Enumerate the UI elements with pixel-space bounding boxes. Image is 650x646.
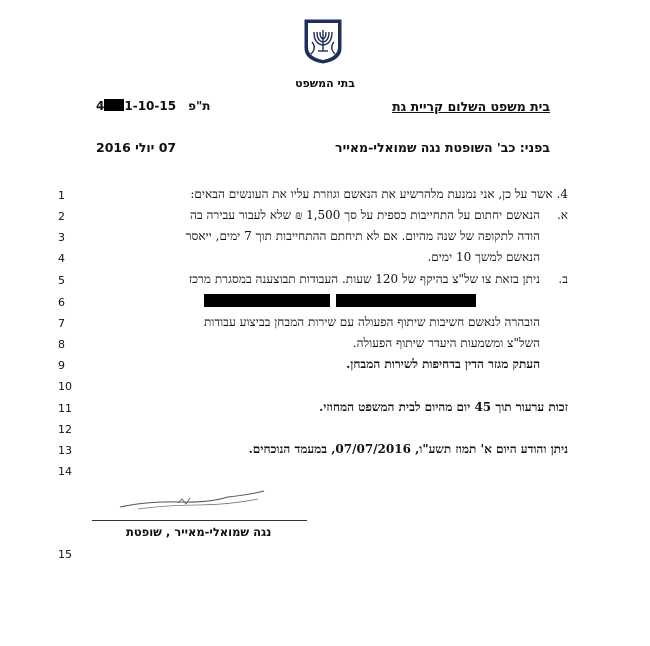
courts-heading: בתי המשפט (295, 77, 355, 90)
clause-a-line: הודה לתקופה של שנה מהיום. אם לא תיחתם ההתחייבות תוך 7 ימים, ייאסר (185, 229, 540, 243)
line-number: 3 (58, 231, 65, 244)
clause-b-line: ניתן בזאת צו של"צ בהיקף של 120 שעות. העבודות תבוצענה במסגרת מרכז (188, 272, 540, 286)
redaction-bar (204, 294, 330, 307)
clause-a-line: הנאשם יחתום על התחייבות כספית על סך 1,500 ₪ שלא לעבור עבירה בה (190, 208, 540, 222)
clause-b-line: הובהרה לנאשם חשיבות שיתוף הפעולה עם שירות המבחן בביצוע עבודות (203, 315, 540, 329)
line-number: 5 (58, 274, 65, 287)
line-number: 13 (58, 444, 72, 457)
line-number: 2 (58, 210, 65, 223)
state-emblem-icon (303, 18, 343, 64)
judge-signature-name: נגה שמואלי-מאייר , שופטת (126, 525, 272, 539)
line-number: 10 (58, 380, 72, 393)
given-notice: ניתן והודע היום א' תמוז תשע"ו, 07/07/2016, במעמד הנוכחים. (248, 442, 568, 456)
case-number-start: 4 (96, 99, 105, 113)
clause-b-line: השל"צ ומשמעות היעדר שיתוף הפעולה. (352, 336, 540, 350)
line-number: 4 (58, 252, 65, 265)
case-prefix: ת"פ (188, 99, 211, 113)
line-number: 7 (58, 317, 65, 330)
judge-line: בפני: כב' השופטת נגה שמואלי-מאייר (335, 140, 550, 155)
clause-a-line: הנאשם למשך 10 ימים. (427, 250, 540, 264)
line-number: 6 (58, 296, 65, 309)
copy-instruction: העתק מגזר הדין בדחיפות לשירות המבחן. (346, 357, 540, 371)
paragraph-4-line: 4. אשר על כן, אני נמנעת מלהרשיע את הנאשם וגוזרת עליו את העונשים הבאים: (190, 187, 568, 201)
clause-a-marker: א. (556, 208, 568, 222)
signature-scribble-icon (118, 487, 268, 513)
clause-b-marker: ב. (558, 272, 568, 286)
redaction-bar (336, 294, 476, 307)
case-redaction (104, 99, 124, 111)
line-number: 8 (58, 338, 65, 351)
line-number: 9 (58, 359, 65, 372)
appeal-right: זכות ערעור תוך 45 יום מהיום לבית המשפט המחוזי. (319, 400, 568, 414)
line-number: 14 (58, 465, 72, 478)
hearing-date: 07 יולי 2016 (96, 140, 177, 155)
line-number: 1 (58, 189, 65, 202)
court-name: בית משפט השלום קריית גת (392, 99, 550, 114)
line-number: 12 (58, 423, 72, 436)
line-number: 11 (58, 402, 72, 415)
case-number-rest: 1-10-15 (124, 99, 177, 113)
line-number: 15 (58, 548, 72, 561)
signature-line (92, 520, 307, 521)
case-number (96, 99, 210, 113)
